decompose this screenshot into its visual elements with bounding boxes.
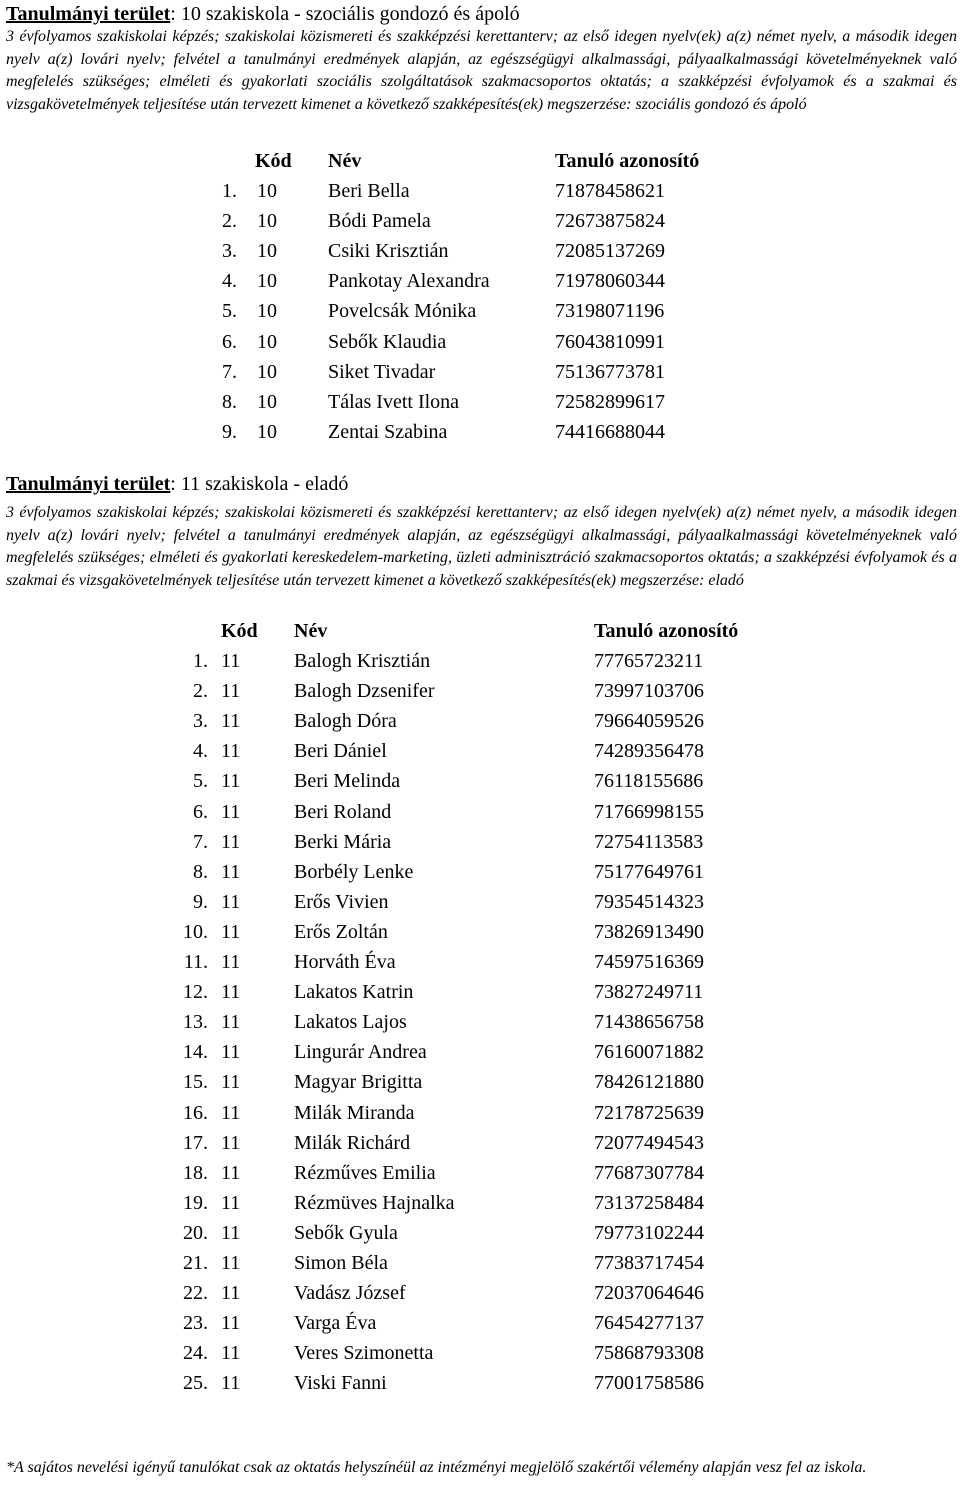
row-kod: 11 bbox=[221, 951, 241, 973]
row-azonosito: 76454277137 bbox=[594, 1312, 704, 1335]
row-azonosito: 76043810991 bbox=[555, 330, 665, 353]
row-azonosito: 77001758586 bbox=[594, 1372, 704, 1395]
row-number: 13. bbox=[183, 1011, 208, 1034]
row-kod: 10 bbox=[257, 360, 277, 383]
row-azonosito: 75136773781 bbox=[555, 360, 665, 383]
header-kod: Kód bbox=[221, 620, 258, 642]
row-azonosito: 75177649761 bbox=[594, 860, 704, 883]
row-azonosito: 77687307784 bbox=[594, 1161, 704, 1184]
row-kod: 11 bbox=[221, 1011, 241, 1034]
row-nev: Lakatos Katrin bbox=[294, 981, 414, 1004]
row-nev: Tálas Ivett Ilona bbox=[328, 390, 460, 413]
row-kod: 11 bbox=[221, 680, 241, 703]
row-azonosito: 73198071196 bbox=[555, 300, 665, 323]
row-kod: 11 bbox=[221, 740, 241, 763]
row-nev: Berki Mária bbox=[294, 830, 392, 853]
row-nev: Erős Vivien bbox=[294, 890, 389, 913]
row-azonosito: 79773102244 bbox=[594, 1221, 704, 1244]
row-azonosito: 75868793308 bbox=[594, 1342, 704, 1365]
row-azonosito: 72085137269 bbox=[555, 240, 665, 263]
header-azonosito: Tanuló azonosító bbox=[594, 620, 739, 642]
row-azonosito: 71438656758 bbox=[594, 1011, 704, 1034]
row-number: 10. bbox=[183, 920, 208, 943]
row-kod: 11 bbox=[221, 770, 241, 793]
section-heading bbox=[6, 2, 957, 26]
row-nev: Sebők Klaudia bbox=[328, 330, 447, 353]
row-nev: Milák Richárd bbox=[294, 1131, 411, 1154]
row-kod: 11 bbox=[221, 1342, 241, 1365]
row-number: 23. bbox=[183, 1312, 208, 1335]
row-azonosito: 78426121880 bbox=[594, 1071, 704, 1094]
row-number: 22. bbox=[183, 1282, 208, 1305]
row-kod: 11 bbox=[221, 650, 241, 672]
heading-text: : 11 szakiskola - eladó bbox=[170, 473, 349, 495]
row-number: 11. bbox=[183, 951, 208, 973]
row-azonosito: 79664059526 bbox=[594, 710, 704, 733]
heading-label: Tanulmányi terület bbox=[6, 3, 171, 25]
row-nev: Milák Miranda bbox=[294, 1101, 415, 1124]
row-nev: Pankotay Alexandra bbox=[328, 270, 490, 293]
row-kod: 11 bbox=[221, 1131, 241, 1154]
row-number: 9. bbox=[193, 890, 208, 913]
row-number: 4. bbox=[193, 740, 208, 763]
row-azonosito: 72673875824 bbox=[555, 210, 665, 233]
row-number: 21. bbox=[183, 1252, 208, 1274]
row-nev: Horváth Éva bbox=[294, 951, 396, 973]
row-kod: 10 bbox=[257, 180, 277, 202]
row-kod: 11 bbox=[221, 1071, 241, 1094]
row-azonosito: 72178725639 bbox=[594, 1101, 704, 1124]
row-kod: 11 bbox=[221, 1252, 241, 1274]
row-number: 3. bbox=[193, 710, 208, 733]
row-azonosito: 72077494543 bbox=[594, 1131, 704, 1154]
row-nev: Borbély Lenke bbox=[294, 860, 414, 883]
row-number: 14. bbox=[183, 1041, 208, 1064]
row-kod: 10 bbox=[257, 390, 277, 413]
row-number: 4. bbox=[222, 270, 237, 293]
row-nev: Balogh Dzsenifer bbox=[294, 680, 435, 703]
row-nev: Viski Fanni bbox=[294, 1372, 387, 1395]
row-nev: Povelcsák Mónika bbox=[328, 300, 477, 323]
row-kod: 11 bbox=[221, 860, 241, 883]
row-number: 2. bbox=[193, 680, 208, 703]
row-number: 3. bbox=[222, 240, 237, 263]
row-azonosito: 72754113583 bbox=[594, 830, 704, 853]
footnote: *A sajátos nevelési igényű tanulókat csak az oktatás helyszínéül az intézményi megjelölő szakértői vélemény alapján vesz fel az iskola. bbox=[6, 1459, 867, 1476]
row-kod: 10 bbox=[257, 420, 277, 443]
row-azonosito: 73137258484 bbox=[594, 1191, 704, 1214]
row-number: 25. bbox=[183, 1372, 208, 1395]
row-number: 18. bbox=[183, 1161, 208, 1184]
row-number: 1. bbox=[193, 650, 208, 672]
row-nev: Beri Melinda bbox=[294, 770, 401, 793]
row-nev: Csiki Krisztián bbox=[328, 240, 449, 263]
row-kod: 11 bbox=[221, 1221, 241, 1244]
row-nev: Varga Éva bbox=[294, 1312, 377, 1335]
row-azonosito: 74597516369 bbox=[594, 951, 704, 973]
row-azonosito: 73826913490 bbox=[594, 920, 704, 943]
section-description: 3 évfolyamos szakiskolai képzés; szakiskolai közismereti és szakképzési kerettanterv; az első idegen nyelv(ek) a(z) német nyelv, a második idegen nyelv a(z) lovári nyelv; felvétel a tanulmányi eredmények alapján, az egészségügyi alkalmassági, pályaalkalmassági követelményeknek való megfelelés szükséges; elméleti és gyakorlati szociális szolgáltatások szakmacsoportos oktatás; a szakképzési évfolyamok és a szakmai és vizsgakövetelmények teljesítése után tervezett kimenet a következő szakképesítés(ek) megszerzése: szociális gondozó és ápoló bbox=[6, 28, 957, 113]
row-kod: 10 bbox=[257, 300, 277, 323]
row-azonosito: 79354514323 bbox=[594, 890, 704, 913]
row-number: 6. bbox=[222, 330, 237, 353]
row-number: 15. bbox=[183, 1071, 208, 1094]
row-kod: 11 bbox=[221, 1041, 241, 1064]
section-description: 3 évfolyamos szakiskolai képzés; szakiskolai közismereti és szakképzési kerettanterv; az első idegen nyelv(ek) a(z) német nyelv, a második idegen nyelv a(z) lovári nyelv; felvétel a tanulmányi eredmények alapján, az egészségügyi alkalmassági, pályaalkalmassági követelményeknek való megfelelés szükséges; elméleti és gyakorlati kereskedelem-marketing, üzleti adminisztráció szakmacsoportos oktatás; a szakképzési évfolyamok és a szakmai és vizsgakövetelmények teljesítése után tervezett kimenet a következő szakképesítés(ek) megszerzése: eladó bbox=[6, 504, 957, 589]
heading-label: Tanulmányi terület bbox=[6, 473, 171, 495]
row-nev: Beri Dániel bbox=[294, 740, 387, 763]
row-kod: 11 bbox=[221, 1191, 241, 1214]
row-azonosito: 76160071882 bbox=[594, 1041, 704, 1064]
row-kod: 11 bbox=[221, 830, 241, 853]
row-azonosito: 76118155686 bbox=[594, 770, 704, 793]
section-elado bbox=[6, 472, 957, 592]
row-azonosito: 77765723211 bbox=[594, 650, 704, 672]
row-kod: 10 bbox=[257, 330, 277, 353]
row-number: 7. bbox=[193, 830, 208, 853]
row-number: 17. bbox=[183, 1131, 208, 1154]
row-azonosito: 73997103706 bbox=[594, 680, 704, 703]
row-kod: 11 bbox=[221, 800, 241, 823]
row-kod: 11 bbox=[221, 1312, 241, 1335]
row-nev: Zentai Szabina bbox=[328, 420, 448, 443]
row-nev: Beri Roland bbox=[294, 800, 392, 823]
row-azonosito: 71766998155 bbox=[594, 800, 704, 823]
row-number: 16. bbox=[183, 1101, 208, 1124]
row-kod: 11 bbox=[221, 1282, 241, 1305]
row-number: 6. bbox=[193, 800, 208, 823]
row-nev: Rézmüves Hajnalka bbox=[294, 1191, 455, 1214]
header-nev: Név bbox=[294, 620, 328, 642]
row-nev: Sebők Gyula bbox=[294, 1221, 398, 1244]
row-number: 20. bbox=[183, 1221, 208, 1244]
row-nev: Beri Bella bbox=[328, 180, 410, 202]
row-number: 2. bbox=[222, 210, 237, 233]
row-kod: 10 bbox=[257, 240, 277, 263]
row-nev: Veres Szimonetta bbox=[294, 1342, 434, 1365]
row-number: 5. bbox=[222, 300, 237, 323]
row-azonosito: 74416688044 bbox=[555, 420, 665, 443]
row-kod: 11 bbox=[221, 981, 241, 1004]
section-heading bbox=[6, 472, 957, 496]
row-number: 7. bbox=[222, 360, 237, 383]
row-nev: Rézműves Emilia bbox=[294, 1161, 436, 1184]
row-kod: 11 bbox=[221, 710, 241, 733]
row-number: 1. bbox=[222, 180, 237, 202]
row-nev: Erős Zoltán bbox=[294, 920, 388, 943]
row-azonosito: 71878458621 bbox=[555, 180, 665, 202]
row-nev: Lakatos Lajos bbox=[294, 1011, 407, 1034]
row-nev: Siket Tivadar bbox=[328, 360, 436, 383]
row-number: 8. bbox=[222, 390, 237, 413]
row-nev: Balogh Dóra bbox=[294, 710, 397, 733]
row-kod: 11 bbox=[221, 1372, 241, 1395]
row-azonosito: 74289356478 bbox=[594, 740, 704, 763]
row-azonosito: 72037064646 bbox=[594, 1282, 704, 1305]
row-nev: Vadász József bbox=[294, 1282, 406, 1305]
header-nev: Név bbox=[328, 150, 362, 172]
row-azonosito: 77383717454 bbox=[594, 1252, 704, 1274]
row-nev: Bódi Pamela bbox=[328, 210, 431, 233]
heading-text: : 10 szakiskola - szociális gondozó és ápoló bbox=[170, 3, 520, 25]
header-kod: Kód bbox=[255, 150, 292, 172]
row-kod: 10 bbox=[257, 270, 277, 293]
row-number: 5. bbox=[193, 770, 208, 793]
section-szocialis-gondozo bbox=[6, 2, 957, 116]
header-azonosito: Tanuló azonosító bbox=[555, 150, 700, 172]
row-azonosito: 72582899617 bbox=[555, 390, 665, 413]
row-kod: 11 bbox=[221, 1101, 241, 1124]
row-number: 12. bbox=[183, 981, 208, 1004]
row-nev: Simon Béla bbox=[294, 1252, 388, 1274]
row-nev: Magyar Brigitta bbox=[294, 1071, 423, 1094]
row-nev: Balogh Krisztián bbox=[294, 650, 431, 672]
row-number: 24. bbox=[183, 1342, 208, 1365]
row-azonosito: 73827249711 bbox=[594, 981, 704, 1004]
row-number: 19. bbox=[183, 1191, 208, 1214]
row-number: 8. bbox=[193, 860, 208, 883]
row-kod: 10 bbox=[257, 210, 277, 233]
row-kod: 11 bbox=[221, 920, 241, 943]
row-number: 9. bbox=[222, 420, 237, 443]
row-kod: 11 bbox=[221, 1161, 241, 1184]
row-azonosito: 71978060344 bbox=[555, 270, 665, 293]
row-nev: Lingurár Andrea bbox=[294, 1041, 427, 1064]
row-kod: 11 bbox=[221, 890, 241, 913]
